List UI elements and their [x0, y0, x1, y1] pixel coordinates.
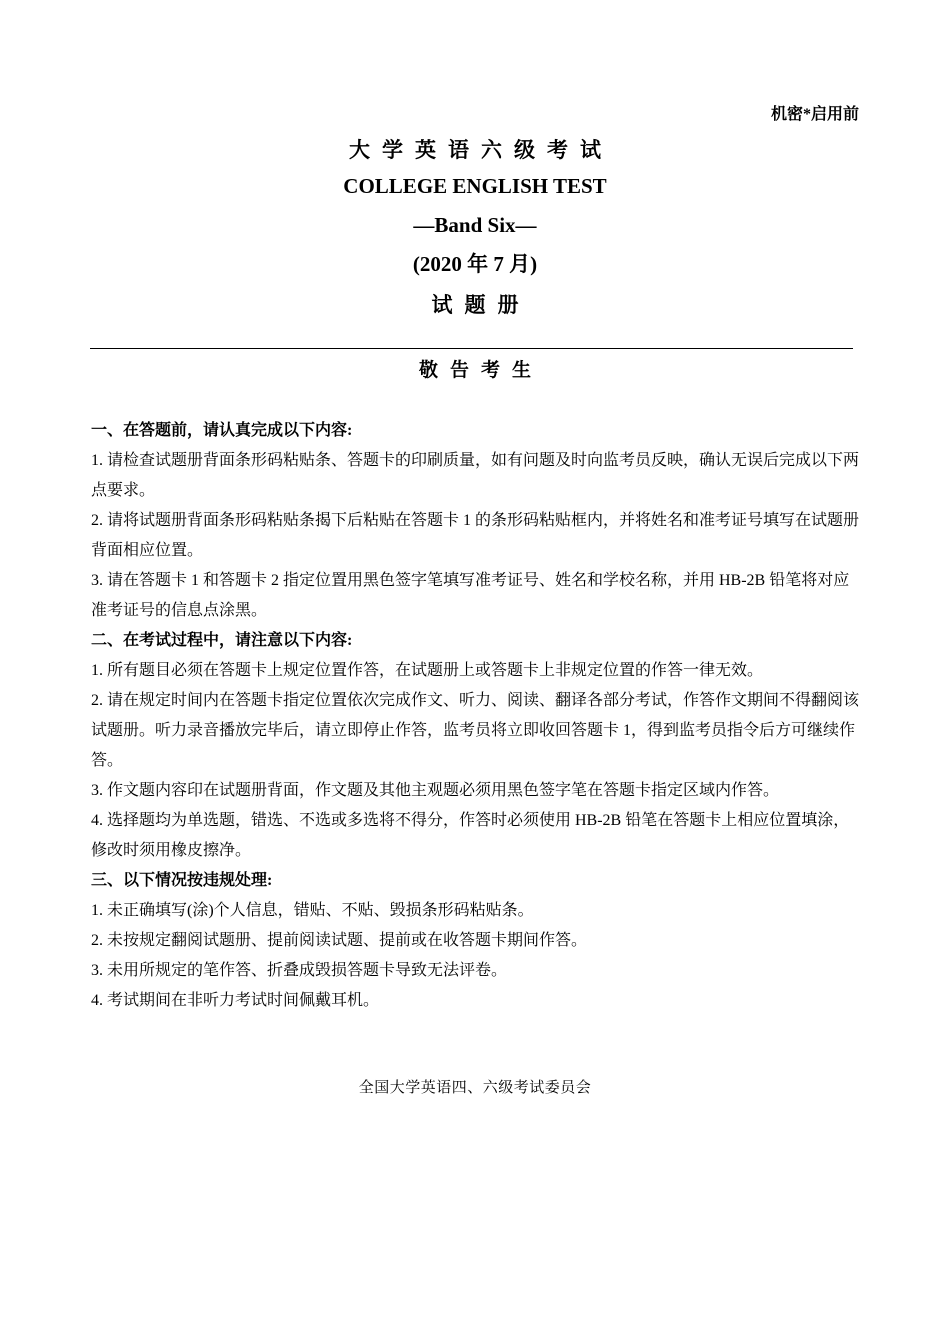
title-chinese: 大学英语六级考试 — [349, 138, 613, 162]
divider-line — [90, 348, 853, 349]
instruction-item: 4. 考试期间在非听力考试时间佩戴耳机。 — [91, 992, 380, 1009]
notice-title: 敬告考生 — [418, 360, 543, 381]
instruction-item: 3. 作文题内容印在试题册背面，作文题及其他主观题必须用黑色签字笔在答题卡指定区域内作答。 — [91, 782, 780, 799]
exam-date: (2020 年 7 月) — [412, 252, 538, 276]
section-heading: 三、以下情况按违规处理: — [91, 872, 273, 889]
band-label: —Band Six— — [413, 213, 537, 237]
instruction-item: 2. 请在规定时间内在答题卡指定位置依次完成作文、听力、阅读、翻译各部分考试，作答作文期间不得翻阅该试题册。听力录音播放完毕后，请立即停止作答，监考员将立即收回答题卡 1，得到监考员指令后方可继续作答。 — [91, 692, 860, 769]
instruction-item: 3. 请在答题卡 1 和答题卡 2 指定位置用黑色签字笔填写准考证号、姓名和学校名称，并用 HB-2B 铅笔将对应准考证号的信息点涂黑。 — [91, 572, 850, 619]
section-heading: 二、在考试过程中，请注意以下内容: — [91, 632, 353, 649]
instruction-item: 1. 未正确填写(涂)个人信息，错贴、不贴、毁损条形码粘贴条。 — [91, 902, 534, 919]
instructions — [91, 416, 859, 1016]
committee-footer: 全国大学英语四、六级考试委员会 — [358, 1080, 592, 1096]
title-english: COLLEGE ENGLISH TEST — [343, 174, 607, 198]
booklet-title: 试题册 — [431, 293, 531, 317]
instruction-item: 3. 未用所规定的笔作答、折叠成毁损答题卡导致无法评卷。 — [91, 962, 508, 979]
instruction-item: 4. 选择题均为单选题，错选、不选或多选将不得分，作答时必须使用 HB-2B 铅笔在答题卡上相应位置填涂，修改时须用橡皮擦净。 — [91, 812, 850, 859]
instruction-item: 2. 请将试题册背面条形码粘贴条揭下后粘贴在答题卡 1 的条形码粘贴框内，并将姓名和准考证号填写在试题册背面相应位置。 — [91, 512, 860, 559]
section-heading: 一、在答题前，请认真完成以下内容: — [91, 422, 353, 439]
confidential-label: 机密*启用前 — [770, 106, 859, 123]
instruction-item: 2. 未按规定翻阅试题册、提前阅读试题、提前或在收答题卡期间作答。 — [91, 932, 588, 949]
instruction-item: 1. 请检查试题册背面条形码粘贴条、答题卡的印刷质量，如有问题及时向监考员反映，确认无误后完成以下两点要求。 — [91, 452, 860, 499]
instruction-item: 1. 所有题目必须在答题卡上规定位置作答，在试题册上或答题卡上非规定位置的作答一律无效。 — [91, 662, 764, 679]
